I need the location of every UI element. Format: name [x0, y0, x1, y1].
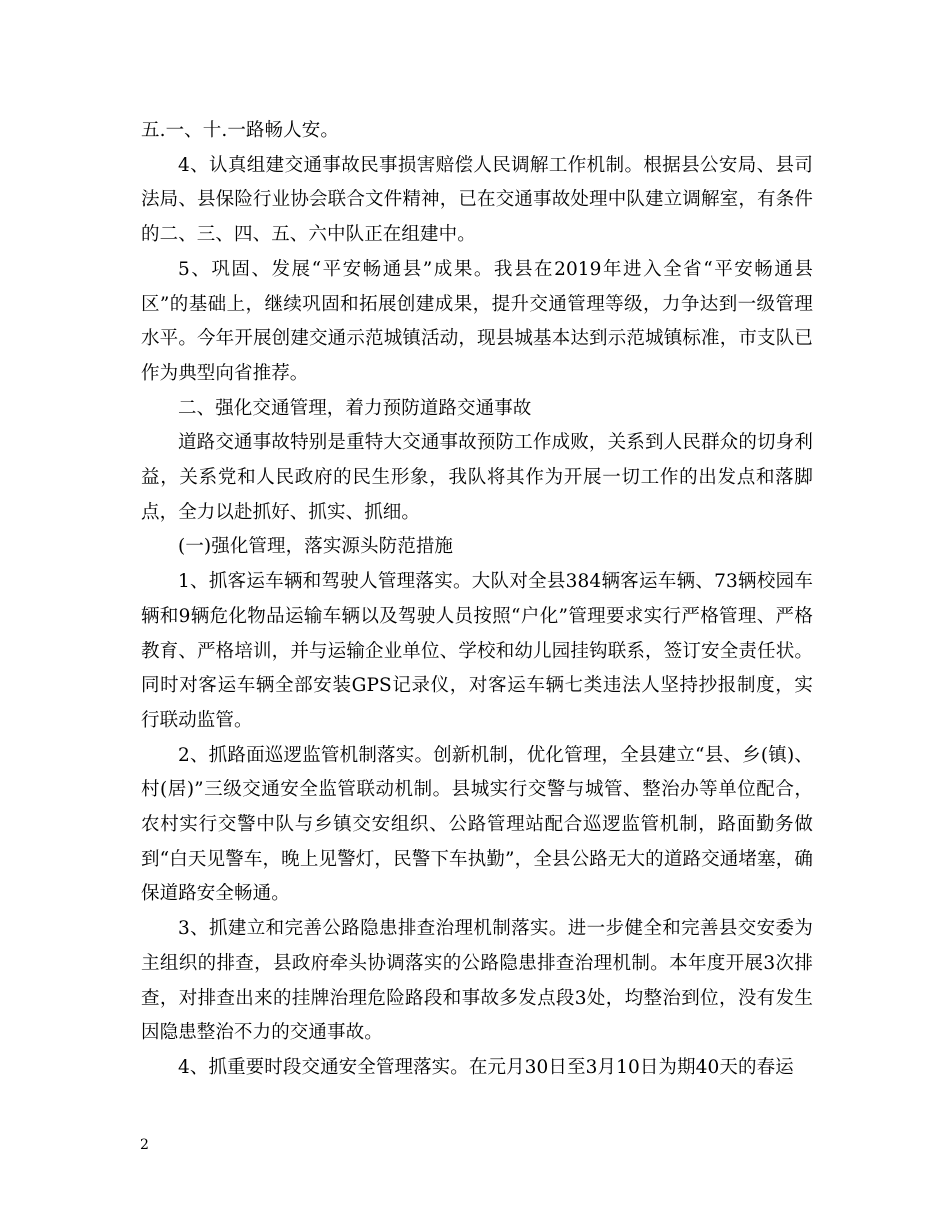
subsection-heading: (一)强化管理，落实源头防范措施 [178, 536, 454, 558]
paragraph-3: 5、巩固、发展“平安畅通县”成果。我县在2019年进入全省“平安畅通县区”的基础上，继续巩固和拓展创建成果，提升交通管理等级，力争达到一级管理水平。今年开展创建交通示范城镇活动，现县城基本达到示范城镇标准，市支队已作为典型向省推荐。 [141, 258, 813, 384]
paragraph-2: 4、认真组建交通事故民事损害赔偿人民调解工作机制。根据县公安局、县司法局、县保险行业协会联合文件精神，已在交通事故处理中队建立调解室，有条件的二、三、四、五、六中队正在组建中。 [141, 154, 813, 246]
paragraph-1: 五.一、十.一路畅人安。 [141, 120, 339, 141]
section-heading: 二、强化交通管理，着力预防道路交通事故 [178, 397, 532, 419]
paragraph-7: 3、抓建立和完善公路隐患排查治理机制落实。进一步健全和完善县交安委为主组织的排查，县政府牵头协调落实的公路隐患排查治理机制。本年度开展3次排查，对排查出来的挂牌治理危险路段和事故多发点段3处，均整治到位，没有发生因隐患整治不力的交通事故。 [141, 918, 813, 1044]
page-number: 2 [140, 1137, 149, 1153]
document-body [141, 114, 813, 1086]
paragraph-4: 道路交通事故特别是重特大交通事故预防工作成败，关系到人民群众的切身利益，关系党和人民政府的民生形象，我队将其作为开展一切工作的出发点和落脚点，全力以赴抓好、抓实、抓细。 [141, 432, 813, 523]
paragraph-6: 2、抓路面巡逻监管机制落实。创新机制，优化管理，全县建立“县、乡(镇)、村(居)”三级交通安全监管联动机制。县城实行交警与城管、整治办等单位配合，农村实行交警中队与乡镇交安组织、公路管理站配合巡逻监管机制，路面勤务做到“白天见警车，晚上见警灯，民警下车执勤”，全县公路无大的道路交通堵塞，确保道路安全畅通。 [141, 744, 813, 905]
paragraph-5: 1、抓客运车辆和驾驶人管理落实。大队对全县384辆客运车辆、73辆校园车辆和9辆危化物品运输车辆以及驾驶人员按照“户化”管理要求实行严格管理、严格教育、严格培训，并与运输企业单位、学校和幼儿园挂钩联系，签订安全责任状。同时对客运车辆全部安装GPS记录仪，对客运车辆七类违法人坚持抄报制度，实行联动监管。 [141, 571, 813, 731]
paragraph-8: 4、抓重要时段交通安全管理落实。在元月30日至3月10日为期40天的春运 [178, 1056, 794, 1078]
